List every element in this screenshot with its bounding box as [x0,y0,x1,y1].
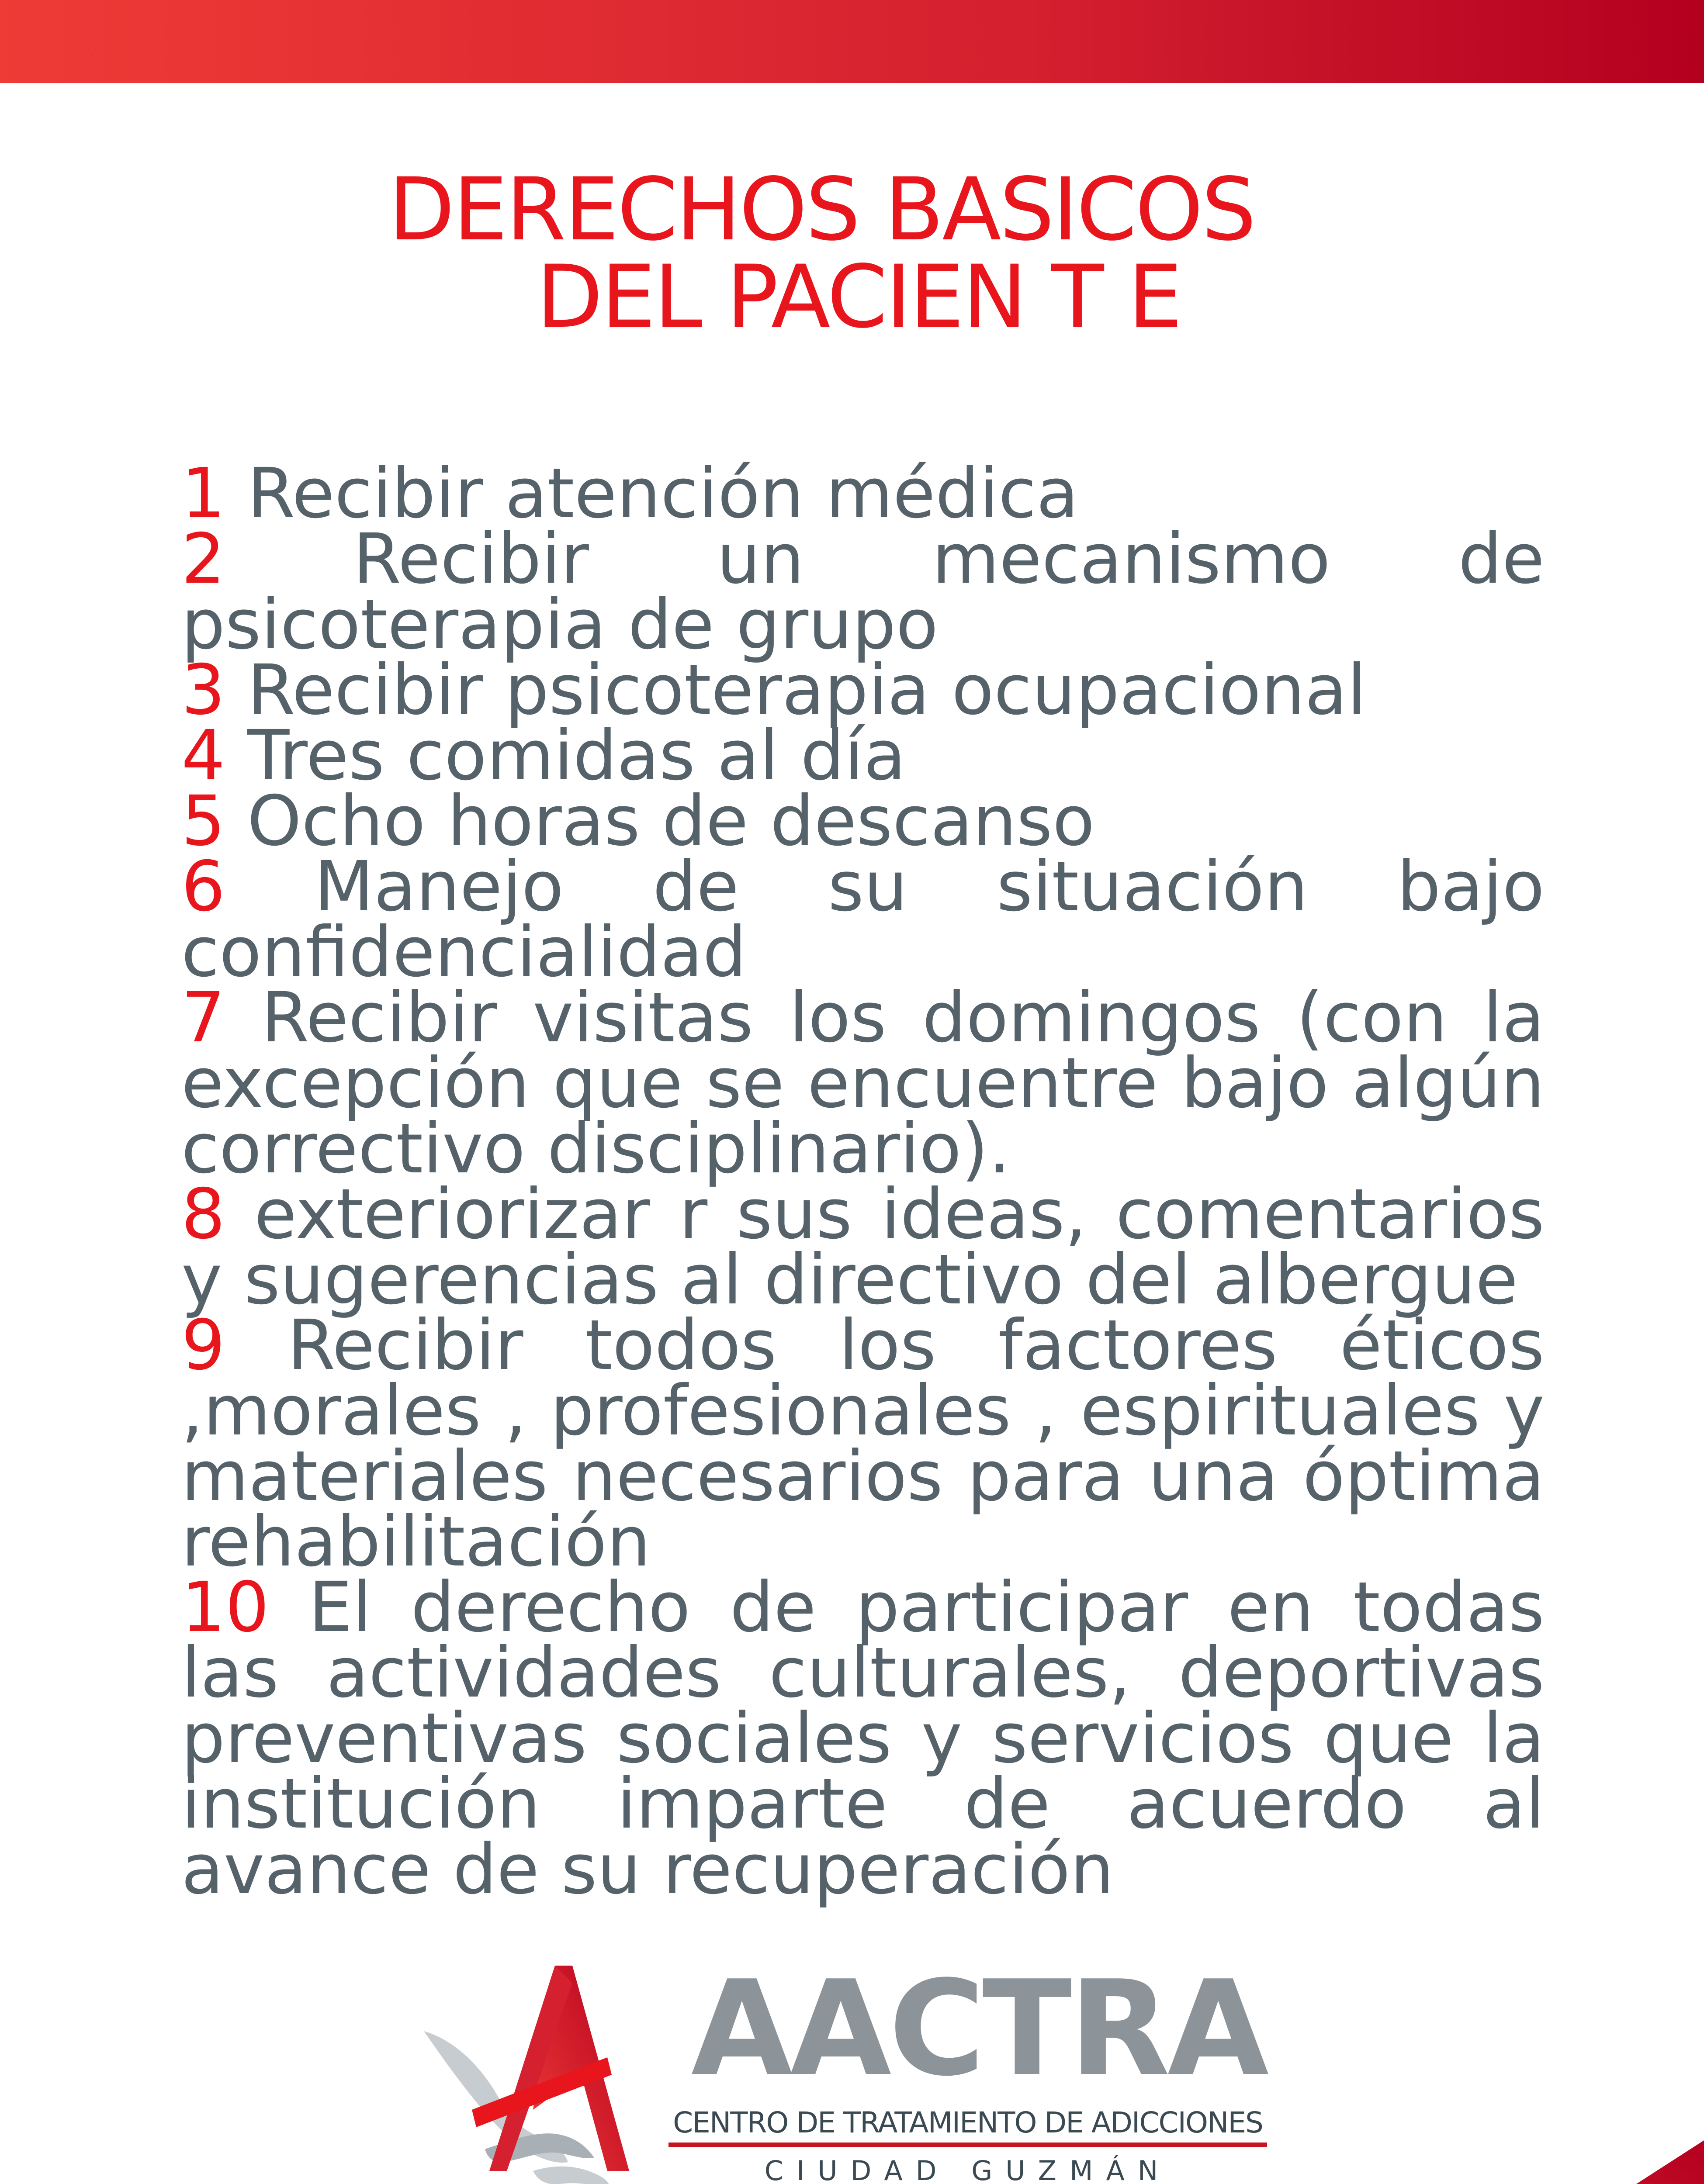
right-item [181,453,1545,534]
right-number: 2 [181,519,225,599]
right-item [181,1567,1545,1910]
rights-list [181,453,1545,1910]
right-number: 7 [181,978,225,1058]
right-number: 3 [181,650,225,730]
right-number: 5 [181,781,225,861]
right-text: Recibir visitas los domingos (con la excepción que se encuentre bajo algún correctivo disciplinario). [181,978,1545,1189]
right-text: Recibir psicoterapia ocupacional [247,650,1367,730]
right-number: 8 [181,1174,225,1254]
right-item [181,715,1545,796]
right-item [181,519,1545,665]
right-item [181,650,1545,730]
right-number: 1 [181,453,225,534]
logo-divider [668,2143,1267,2147]
logo-name: AACTRA [691,1952,1267,2105]
right-text: El derecho de participar en todas las actividades culturales, deportivas preventivas sociales y servicios que la institución imparte de acuerdo al avance de su recuperación [181,1567,1545,1910]
right-text: Tres comidas al día [247,715,906,796]
title-line-1: DERECHOS BASICOS [388,159,1255,260]
right-item [181,781,1545,861]
right-number: 4 [181,715,225,796]
right-number: 6 [181,847,225,927]
aactra-logo [424,1952,1289,2184]
right-number: 10 [181,1567,270,1648]
right-item [181,978,1545,1189]
title-line-2: DEL PACIEN T E [536,246,1181,347]
right-text: exteriorizar r sus ideas, comentarios y sugerencias al directivo del albergue [181,1174,1545,1320]
logo-subtitle: CENTRO DE TRATAMIENTO DE ADICCIONES [673,2106,1263,2139]
page-title [0,159,1704,347]
right-item [181,1305,1545,1582]
logo-city: CIUDAD GUZMÁN [764,2155,1171,2184]
right-text: Recibir atención médica [247,453,1079,534]
right-text: Manejo de su situación bajo confidencialidad [181,847,1545,992]
right-item [181,1174,1545,1320]
aactra-a-hands-icon [424,1966,642,2184]
right-text: Ocho horas de descanso [247,781,1095,861]
right-text: Recibir todos los factores éticos ,morales , profesionales , espirituales y materiales necesarios para una óptima rehabilitación [181,1305,1545,1582]
right-number: 9 [181,1305,225,1386]
right-text: Recibir un mecanismo de psicoterapia de grupo [181,519,1545,665]
right-item [181,847,1545,992]
